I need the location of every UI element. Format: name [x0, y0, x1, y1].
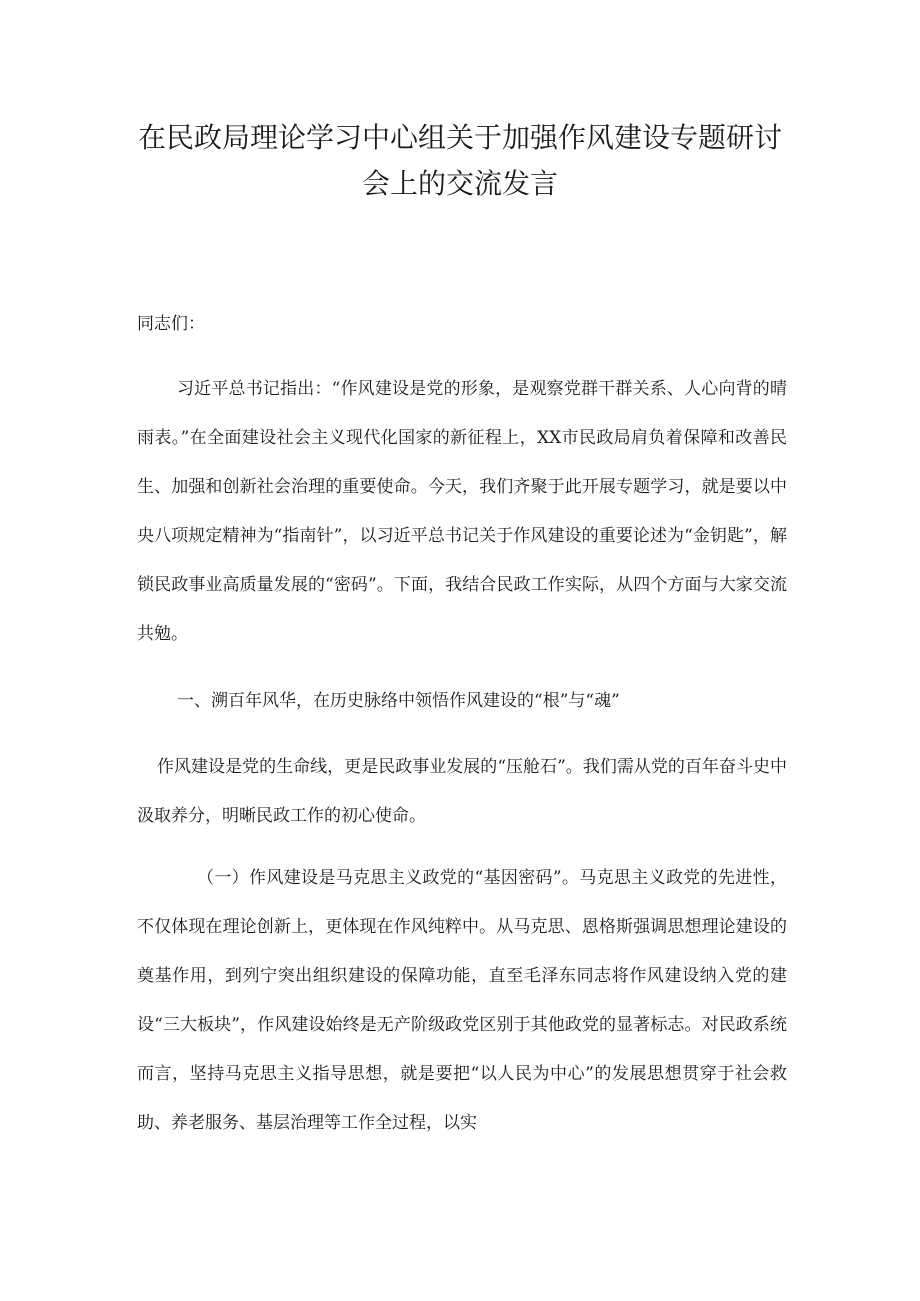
document-title-line2: 会上的交流发言 — [361, 167, 558, 200]
greeting: 同志们： — [137, 314, 205, 334]
section-heading-1: 一、溯百年风华，在历史脉络中领悟作风建设的“根”与“魂” — [177, 691, 620, 711]
document-title-line1: 在民政局理论学习中心组关于加强作风建设专题研讨 — [137, 121, 782, 154]
paragraph-subsection-1: （一）作风建设是马克思主义政党的“基因密码”。马克思主义政党的先进性，不仅体现在理论创新上，更体现在作风纯粹中。从马克思、恩格斯强调思想理论建设的奠基作用，到列宁突出组织建设的保障功能，直至毛泽东同志将作风建设纳入党的建设“三大板块”，作风建设始终是无产阶级政党区别于其他政党的显著标志。对民政系统而言，坚持马克思主义指导思想，就是要把“以人民为中心”的发展思想贯穿于社会救助、养老服务、基层治理等工作全过程，以实 — [137, 868, 787, 1133]
paragraph-intro: 习近平总书记指出：“作风建设是党的形象，是观察党群干群关系、人心向背的晴雨表。”在全面建设社会主义现代化国家的新征程上，XX市民政局肩负着保障和改善民生、加强和创新社会治理的重要使命。今天，我们齐聚于此开展专题学习，就是要以中央八项规定精神为“指南针”，以习近平总书记关于作风建设的重要论述为“金钥匙”，解锁民政事业高质量发展的“密码”。下面，我结合民政工作实际，从四个方面与大家交流共勉。 — [137, 379, 787, 644]
paragraph-section-1: 作风建设是党的生命线，更是民政事业发展的“压舱石”。我们需从党的百年奋斗史中汲取养分，明晰民政工作的初心使命。 — [137, 757, 787, 826]
